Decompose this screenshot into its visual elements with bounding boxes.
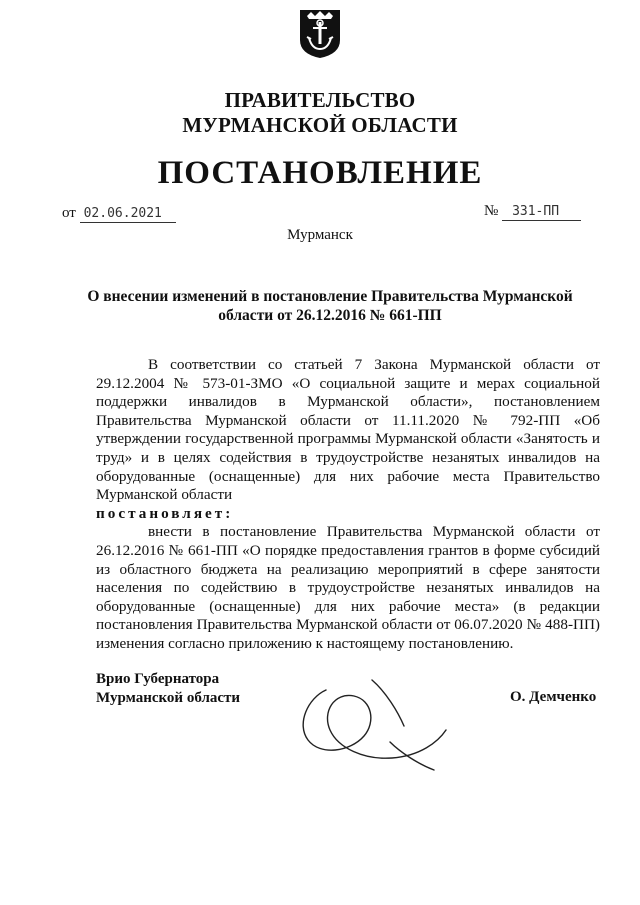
document-date: 02.06.2021: [80, 206, 176, 223]
signatory-position-line2: Мурманской области: [96, 690, 241, 706]
org-name-line2: МУРМАНСКОЙ ОБЛАСТИ: [182, 113, 458, 137]
org-name-line1: ПРАВИТЕЛЬСТВО: [224, 88, 416, 112]
document-date-line: [62, 205, 176, 223]
body-paragraph-1: В соответствии со статьей 7 Закона Мурманской области от 29.12.2004 № 573-01-ЗМО «О социальной защите и мерах социальной поддержки инвалидов в Мурманской области», постановлением Правительства Мурманской области от 11.11.2020 № 792-ПП «Об утверждении государственной программы Мурманской области «Занятость и труд» и в целях содействия в трудоустройстве незанятых инвалидов на оборудованные (оснащенные) для них рабочие места Правительство Мурманской области: [96, 356, 600, 504]
number-prefix: №: [484, 203, 499, 219]
document-number-line: [484, 203, 581, 221]
body-paragraph-2: внести в постановление Правительства Мурманской области от 26.12.2016 № 661-ПП «О порядке предоставления грантов в форме субсидий из областного бюджета на реализацию мероприятий в сфере занятости населения по содействию в трудоустройстве незанятых инвалидов на оборудованные (оснащенные) для них рабочие места» (в редакции постановления Правительства Мурманской области от 06.07.2020 № 488-ПП) изменения согласно приложению к настоящему постановлению.: [96, 523, 600, 652]
handwritten-signature-icon: [268, 672, 478, 782]
document-number: 331-ПП: [502, 204, 581, 221]
date-prefix: от: [62, 205, 76, 221]
document-body: [96, 356, 600, 654]
document-type: ПОСТАНОВЛЕНИЕ: [157, 155, 483, 191]
signatory-position: [96, 670, 240, 708]
signatory-position-line1: Врио Губернатора: [96, 671, 220, 687]
document-title: [80, 287, 580, 325]
coat-of-arms-icon: [298, 8, 342, 60]
title-line1: О внесении изменений в постановление Правительства Мурманской: [87, 288, 573, 305]
signatory-name: О. Демченко: [510, 689, 597, 705]
city-name: Мурманск: [287, 227, 353, 243]
decree-word: постановляет:: [96, 504, 234, 522]
title-line2: области от 26.12.2016 № 661-ПП: [218, 307, 442, 324]
